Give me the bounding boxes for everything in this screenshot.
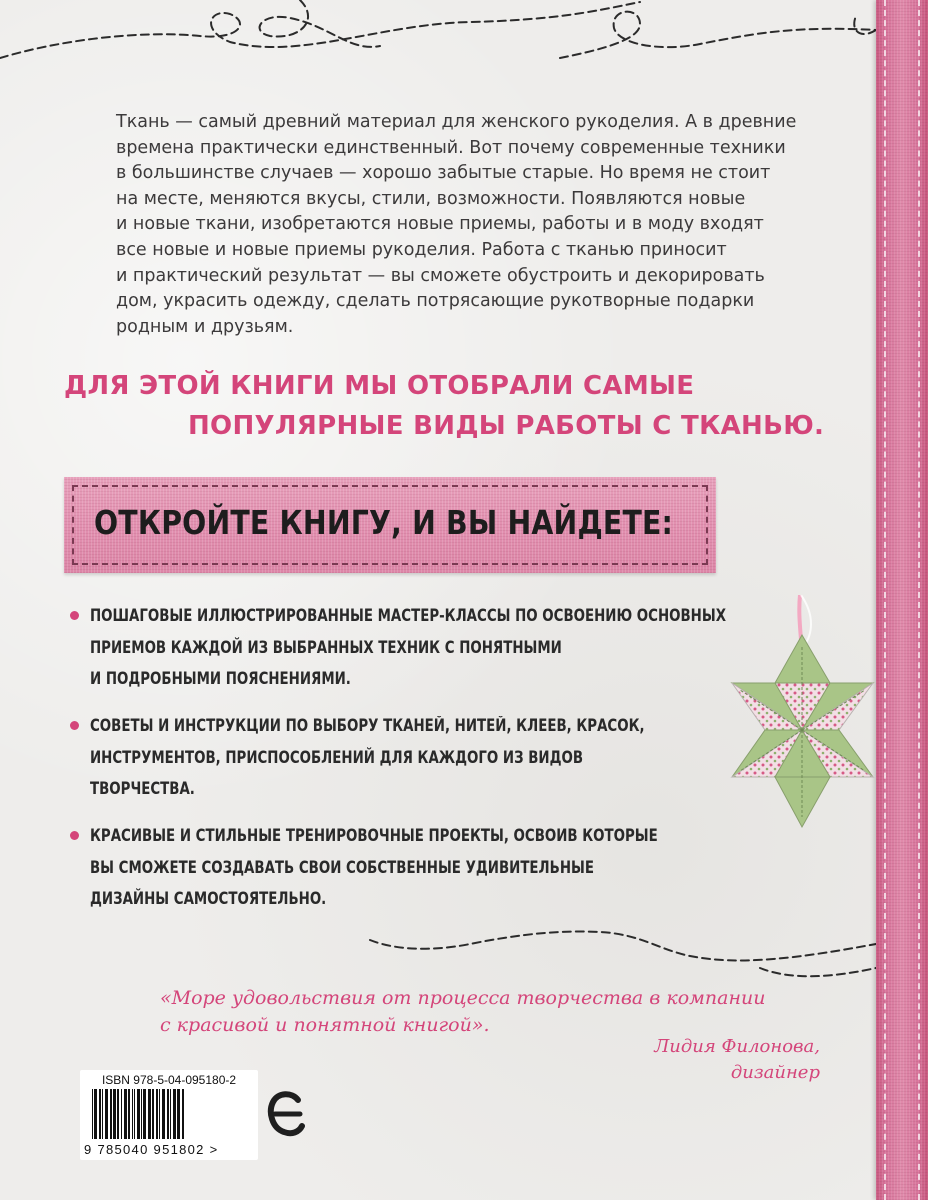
list-item-line: ТВОРЧЕСТВА. [90, 779, 195, 798]
author-name: Лидия Филонова, [654, 1036, 820, 1057]
list-item-line: КРАСИВЫЕ И СТИЛЬНЫЕ ТРЕНИРОВОЧНЫЕ ПРОЕКТЫ, ОСВОИВ КОТОРЫЕ [90, 826, 658, 845]
list-item-line: СОВЕТЫ И ИНСТРУКЦИИ ПО ВЫБОРУ ТКАНЕЙ, НИТЕЙ, КЛЕЕВ, КРАСОК, [90, 716, 645, 735]
label-heading: ОТКРОЙТЕ КНИГУ, И ВЫ НАЙДЕТЕ: [94, 503, 674, 542]
bullet-dot-icon [70, 831, 79, 840]
list-item-line: И ПОДРОБНЫМИ ПОЯСНЕНИЯМИ. [90, 669, 351, 688]
intro-line: времена практически единственный. Вот почему современные техники [116, 137, 786, 158]
barcode-panel [80, 1070, 258, 1160]
intro-line: и новые ткани, изобретаются новые приемы, работы и в моду входят [116, 214, 764, 235]
intro-paragraph [116, 110, 836, 340]
intro-line: на месте, меняются вкусы, стили, возможности. Появляются новые [116, 188, 746, 209]
testimonial-quote [160, 985, 840, 1039]
quote-author [654, 1034, 820, 1086]
intro-line: дом, украсить одежду, сделать потрясающие рукотворные подарки [116, 291, 755, 312]
list-item-line: ДИЗАЙНЫ САМОСТОЯТЕЛЬНО. [90, 889, 327, 908]
list-item-line: ПРИЕМОВ КАЖДОЙ ИЗ ВЫБРАННЫХ ТЕХНИК С ПОНЯТНЫМИ [90, 637, 562, 657]
quote-line: с красивой и понятной книгой». [160, 1014, 490, 1036]
headline-line-2: ПОПУЛЯРНЫЕ ВИДЫ РАБОТЫ С ТКАНЬЮ. [188, 411, 825, 441]
list-item-line: ВЫ СМОЖЕТЕ СОЗДАВАТЬ СВОИ СОБСТВЕННЫЕ УДИВИТЕЛЬНЫЕ [90, 857, 594, 877]
intro-line: в большинстве случаев — хорошо забытые старые. Но время не стоит [116, 163, 771, 184]
intro-line: все новые и новые приемы рукоделия. Работа с тканью приносит [116, 239, 727, 260]
bullet-dot-icon [70, 611, 79, 620]
fabric-label [64, 477, 716, 573]
intro-line: и практический результат — вы сможете обустроить и декорировать [116, 265, 765, 286]
fabric-star-ornament-icon [705, 595, 895, 845]
barcode-digits: 9 785040 951802 > [84, 1142, 219, 1157]
intro-line: Ткань — самый древний материал для женского рукоделия. А в древние [116, 112, 797, 132]
barcode-icon [90, 1089, 248, 1141]
headline-line-1: ДЛЯ ЭТОЙ КНИГИ МЫ ОТОБРАЛИ САМЫЕ [64, 371, 695, 401]
list-item-line: ПОШАГОВЫЕ ИЛЛЮСТРИРОВАННЫЕ МАСТЕР-КЛАССЫ ПО ОСВОЕНИЮ ОСНОВНЫХ [90, 606, 727, 625]
isbn-number: ISBN 978-5-04-095180-2 [101, 1073, 237, 1087]
publisher-logo-icon [266, 1086, 308, 1146]
list-item-line: ИНСТРУМЕНТОВ, ПРИСПОСОБЛЕНИЙ ДЛЯ КАЖДОГО ИЗ ВИДОВ [90, 747, 584, 767]
author-role: дизайнер [730, 1062, 820, 1083]
quote-line: «Море удовольствия от процесса творчества в компании [160, 987, 766, 1009]
intro-line: родным и друзьям. [116, 316, 294, 337]
bullet-dot-icon [70, 721, 79, 730]
